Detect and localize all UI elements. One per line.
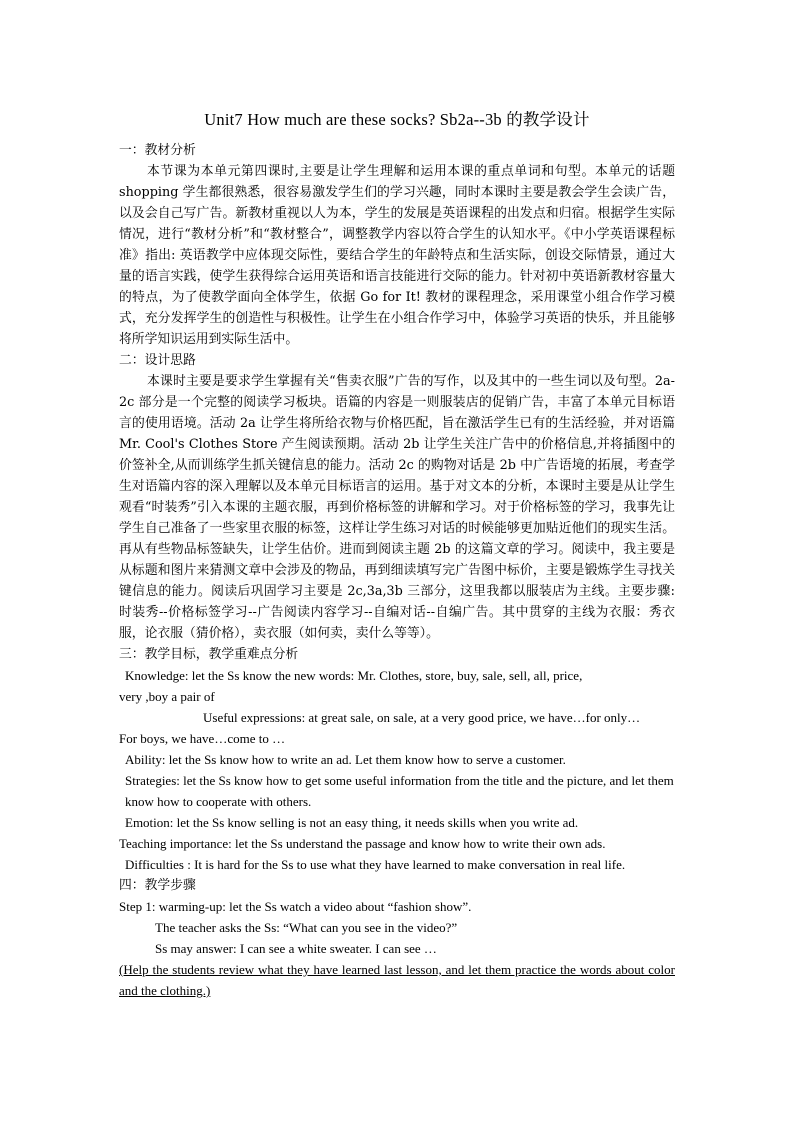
step1-line: Step 1: warming-up: let the Ss watch a video about “fashion show”.: [119, 899, 472, 914]
page-title: Unit7 How much are these socks? Sb2a--3b 的教学设计: [204, 110, 590, 129]
useful-expressions-line-1: Useful expressions: at great sale, on sale, at a very good price, we have…for only…: [203, 710, 641, 725]
step1-note: (Help the students review what they have learned last lesson, and let them practice the words about color and the clothing.): [119, 962, 675, 998]
strategies-line: Strategies: let the Ss know how to get some useful information from the title and the picture, and let them know how to cooperate with others.: [125, 773, 674, 809]
materials-analysis-paragraph: 本节课为本单元第四课时,主要是让学生理解和运用本课的重点单词和句型。本单元的话题 shopping 学生都很熟悉，很容易激发学生们的学习兴趣，同时本课时主要是教会学生会读广告，以及会自己写广告。新教材重视以人为本，学生的发展是英语课程的出发点和归宿。根据学生实际情况，进行“教材分析”和“教材整合”，调整教学内容以符合学生的认知水平。《中小学英语课程标准》指出: 英语教学中应体现交际性，要结合学生的年龄特点和生活实际，创设交际情景，通过大量的语言实践，使学生获得综合运用英语和语言技能进行交际的能力。针对初中英语新教材容量大的特点，为了使教学面向全体学生，依据 Go for It! 教材的课程理念，采用课堂小组合作学习模式，充分发挥学生的创造性与积极性。让学生在小组合作学习中，体验学习英语的快乐，并且能够将所学知识运用到实际生活中。: [119, 164, 675, 347]
useful-expressions-line-2: For boys, we have…come to …: [119, 731, 286, 746]
section-heading-design: 二：设计思路: [119, 353, 196, 368]
document-body: [119, 140, 675, 1001]
ability-line: Ability: let the Ss know how to write an ad. Let them know how to serve a customer.: [125, 752, 566, 767]
section-heading-steps: 四：教学步骤: [119, 878, 196, 893]
design-ideas-paragraph: 本课时主要是要求学生掌握有关“售卖衣服”广告的写作，以及其中的一些生词以及句型。2a-2c 部分是一个完整的阅读学习板块。语篇的内容是一则服装店的促销广告，丰富了本单元目标语言的使用语境。活动 2a 让学生将所给衣物与价格匹配，旨在激活学生已有的生活经验，并对语篇 Mr. Cool's Clothes Store 产生阅读预期。活动 2b 让学生关注广告中的价格信息,并将插图中的价签补全,从而训练学生抓关键信息的能力。活动 2c 的购物对话是 2b 中广告语境的拓展，考查学生对语篇内容的深入理解以及本单元目标语言的运用。基于对文本的分析，本课时主要是从让学生观看“时装秀”引入本课的主题衣服，再到价格标签的讲解和学习。对于价格标签的学习，我事先让学生自己准备了一些家里衣服的标签，这样让学生练习对话的时候能够更加贴近他们的现实生活。再从有些物品标签缺失，让学生估价。进而到阅读主题 2b 的这篇文章的学习。阅读中，我主要是从标题和图片来猜测文章中会涉及的物品，再到细读填写完广告图中标价，主要是锻炼学生寻找关键信息的能力。阅读后巩固学习主要是 2c,3a,3b 三部分，这里我都以服装店为主线。主要步骤: 时装秀--价格标签学习--广告阅读内容学习--自编对话--自编广告。其中贯穿的主线为衣服：秀衣服，论衣服（猜价格），卖衣服（如何卖，卖什么等等）。: [119, 374, 675, 641]
section-heading-objectives: 三：教学目标，教学重难点分析: [119, 647, 299, 662]
emotion-line: Emotion: let the Ss know selling is not an easy thing, it needs skills when you write ad.: [125, 815, 579, 830]
difficulties-line: Difficulties : It is hard for the Ss to use what they have learned to make conversation in real life.: [125, 857, 626, 872]
section-heading-materials: 一：教材分析: [119, 143, 196, 158]
teacher-question-line: The teacher asks the Ss: “What can you see in the video?”: [155, 920, 458, 935]
student-answer-line: Ss may answer: I can see a white sweater. I can see …: [155, 941, 437, 956]
importance-line: Teaching importance: let the Ss understand the passage and know how to write their own ads.: [119, 836, 606, 851]
knowledge-line-1: Knowledge: let the Ss know the new words: Mr. Clothes, store, buy, sale, sell, all, price,: [125, 668, 583, 683]
knowledge-line-2: very ,boy a pair of: [119, 689, 215, 704]
